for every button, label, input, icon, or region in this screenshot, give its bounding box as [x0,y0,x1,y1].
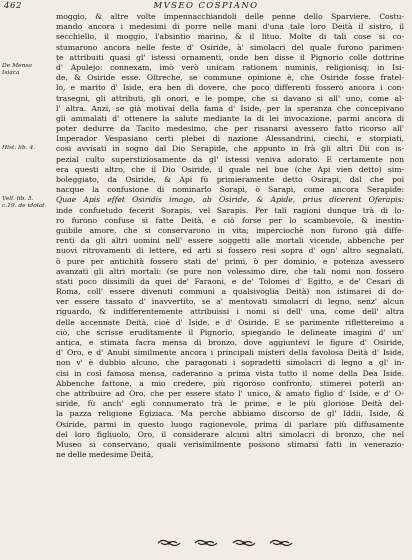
text-line: era questi altro, che il Dio Osiride, il quale nel bue (che Api vien detto) sim- [56,164,404,174]
text-line: Quae Apis effet Osiridis imago, ab Osiride, & Apide, prius dicerent Oferapis: [56,195,404,205]
ornament-icon [194,533,218,543]
margin-note: De Mensa Isiaca [2,63,32,76]
text-line: ne delle medesime Deità, [56,450,154,460]
text-line: poter dedurre da Tacito medesimo, che per risanarsi avessero fatto ricorso all' [56,124,404,134]
text-line: che attribuire ad Oro, che per essere stato l' unico, & amato figlio d' Iside, e d' O- [56,388,404,398]
text-line: Imperador Vespasiano certi plebei di nazione Alessandrini, ciechi, e storpiati, [56,134,404,144]
text-line: ver essere tassato d' inavvertito, se a' mentovati simolacri di legno, senz' alcun [56,297,404,307]
text-line: te attribuiti quasi gl' istessi ornamenti, onde ben disse il Pignorio colle dottrine [56,52,404,62]
text-line: pezial culto superstiziosamente da gl' istessi veniva adorato. E certamente non [56,154,404,164]
text-line: trasegni, gli attributi, gli onori, e le pompe, che si davano si all' uno, come al- [56,93,404,103]
text-line: lo, e marito d' Iside, era ben di dovere, che poco differenti fossero ancora i con- [56,83,404,93]
text-line: non v' è dubbio alcuno, che paragonati i sopradetti simolacri di legno a gl' in- [56,358,404,368]
text-line: Abbenche fattone, a mio credere, più rigoroso confronto, stimerei poterli an- [56,378,404,388]
page-header [0,1,412,11]
running-title: MVSEO COSPIANO [153,1,259,11]
text-line: stati poco dissimili da quei de' Faraoni, e de' Tolomei d' Egitto, e de' Cesari di [56,276,404,286]
text-line: siride, fù anch' egli connumerato trà le prime, e le più gloriose Deità del- [56,399,404,409]
text-line: avanzati gli altri mortali: (se pure non volessimo dire, che tali nomi non fossero [56,266,404,276]
text-line: cisi in così famosa mensa, caderanno a prima vista tutto il nome della Dea Iside. [56,368,404,378]
text-line: nuovi ritrovamenti di lettere, ed arti si fossero resi sopra d' ogn' altro segnalati, [56,246,404,256]
ornament-icon [232,533,256,543]
text-line: d' Apulejo: connexam, imò verò unicam rationem numinis, religionisq; in Isi- [56,62,404,72]
text-line: d' Oro, e d' Anubi similmente ancora i principali misteri della favolosa Deità d' Iside, [56,348,404,358]
margin-note: Vell. lib. 5. c.19. de idolat. [2,196,47,209]
text-line: ciò, che scrisse eruditamente il Pignorio, spiegando le delineate imagini d' un' [56,327,404,337]
text-line: moggio, & altre volte impennacchiandoli delle penne dello Sparviere. Costu- [56,12,404,21]
text-line: cosi avvisati in sogno dal Dio Serapide, che appunto in frà gli altri Dii con is- [56,144,404,154]
text-line: antica, e stimata facra mensa di bronzo, dove aggiuntevi le figure d' Osiride, [56,338,404,347]
text-line: Roma, coll' essere divenuti communi a qualsivoglia Deità) non istimarei di do- [56,287,404,297]
text-line: ò pure per antichità fossero stati de' primi, ò per dominio, e potenza avessero [56,256,404,266]
text-line: boleggiato, da Osiride, & Api fù primieramente detto Osirapi, dal che poi [56,175,404,184]
body-text [56,12,404,460]
page-number: 462 [4,1,23,11]
text-line: renti da gli altri uomini nell' essere soggetti alle mortali vicende, abbenche per [56,236,404,246]
text-line: la pazza religione Egiziaca. Ma perche abbiamo discorso de gl' Iddii, Iside, & [56,409,404,419]
text-line: delle accennate Deità, cioè d' Iside, e d' Osiride. E se parimente riflettereimo a [56,317,404,327]
text-line: secchiello, il moggio, l'absintio marino, & il lituo. Molte di tali cose si co- [56,32,404,42]
text-line: gli ammalati d' ottenere la salute mediante la di lei invocazione, parmi ancora di [56,113,404,123]
text-line: ro furono confuse si fatte Deità, e ciò forse per lo scambievole, & inestin- [56,215,404,225]
ornament-icon [269,533,293,543]
text-line: Osiride, parmi in questo luogo ragionevole, prima di parlare più diffusamente [56,419,404,429]
text-line: stumarono ancora nelle feste d' Osiride, à' simolacri del quale furono parimen- [56,42,404,52]
margin-note: Hist. lib. 4. [2,145,36,151]
tailpiece-ornament [150,530,300,546]
ornament-icon [157,533,181,543]
text-line: nacque la confusione di nominarlo Sorapi, ò Sarapi, come ancora Serapide: [56,185,404,195]
text-line: guibile amore, che si conservarono in vita; imperciochè non furono già diffe- [56,225,404,235]
text-line: riguardo, & indifferentemente attribuissi i nomi si dell' una, come dell' altra [56,307,404,317]
text-line: del loro figliuolo, Oro, il considerare alcuni altri simolacri di bronzo, che nel [56,429,404,439]
text-line: de, & Osiride esse. Oltreche, se commune opinione è, che Osiride fosse fratel- [56,73,404,83]
text-line: inde confuetudo fecerit Sorapis, vel Sarapis. Per tali ragioni dunque trà di lo- [56,205,404,215]
text-line: Museo si conservano, quali verisimilmente possono stimarsi fatti in venerazio- [56,439,404,449]
text-line: mando ancora i medesimi di porre nelle mani d'una tale loro Deità il sistro, il [56,22,404,32]
text-line: l' altra. Anzi, se già motivai della fama d' Iside, per la speranza che concepivano [56,103,404,113]
